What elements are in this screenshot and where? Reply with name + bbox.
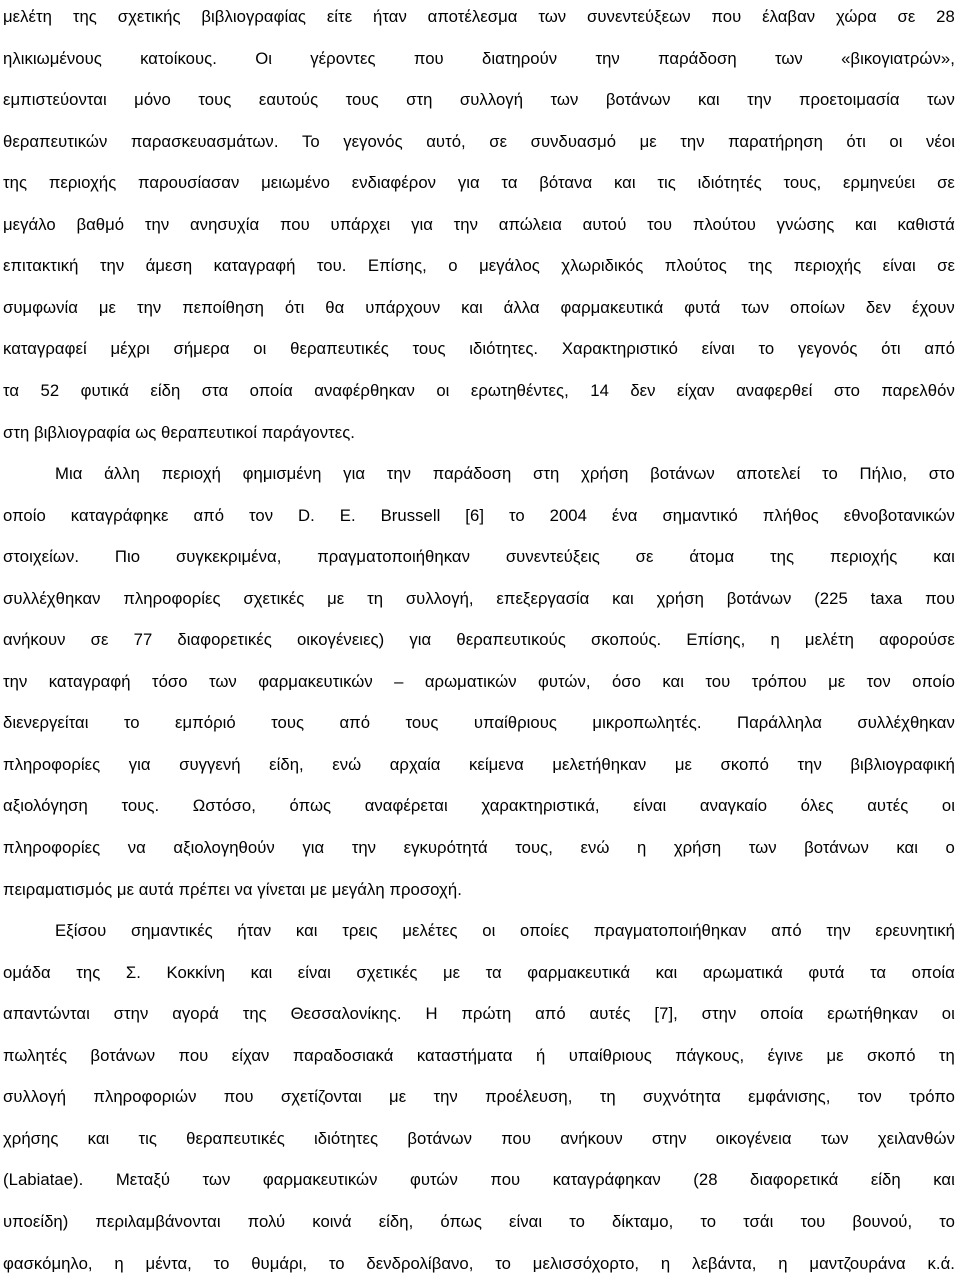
text-line: συλλογή πληροφοριών που σχετίζονται με την προέλευση, τη συχνότητα εμφάνισης, τον τρόπο	[3, 1087, 955, 1107]
text-line: μελέτη της σχετικής βιβλιογραφίας είτε ήταν αποτέλεσμα των συνεντεύξεων που έλαβαν χώρα σε 28	[3, 7, 955, 26]
text-line: στη βιβλιογραφία ως θεραπευτικοί παράγοντες.	[3, 422, 355, 442]
text-line: πληροφορίες για συγγενή είδη, ενώ αρχαία κείμενα μελετήθηκαν με σκοπό την βιβλιογραφική	[3, 754, 955, 774]
text-line: συλλέχθηκαν πληροφορίες σχετικές με τη συλλογή, επεξεργασία και χρήση βοτάνων (225 taxa που	[3, 588, 955, 608]
text-line: εμπιστεύονται μόνο τους εαυτούς τους στη συλλογή των βοτάνων και την προετοιμασία των	[3, 90, 955, 110]
text-line: ομάδα της Σ. Κοκκίνη και είναι σχετικές με τα φαρμακευτικά και αρωματικά φυτά τα οποία	[3, 962, 955, 982]
text-line: ανήκουν σε 77 διαφορετικές οικογένειες) για θεραπευτικούς σκοπούς. Επίσης, η μελέτη αφορούσε	[3, 630, 955, 650]
text-line: οποίο καταγράφηκε από τον D. E. Brussell [6] το 2004 ένα σημαντικό πλήθος εθνοβοτανικών	[3, 505, 955, 525]
text-line: (Labiatae). Μεταξύ των φαρμακευτικών φυτών που καταγράφηκαν (28 διαφορετικά είδη και	[3, 1170, 955, 1190]
text-line: θεραπευτικών παρασκευασμάτων. Το γεγονός αυτό, σε συνδυασμό με την παρατήρηση ότι οι νέοι	[3, 131, 955, 151]
text-line: απαντώνται στην αγορά της Θεσσαλονίκης. Η πρώτη από αυτές [7], στην οποία ερωτήθηκαν οι	[3, 1004, 955, 1024]
text-line: την καταγραφή τόσο των φαρμακευτικών – αρωματικών φυτών, όσο και του τρόπου με τον οποίο	[3, 671, 955, 691]
text-line: φασκόμηλο, η μέντα, το θυμάρι, το δενδρολίβανο, το μελισσόχορτο, η λεβάντα, η μαντζουράνα κ.ά.	[3, 1253, 955, 1273]
text-line: Μια άλλη περιοχή φημισμένη για την παράδοση στη χρήση βοτάνων αποτελεί το Πήλιο, στο	[55, 464, 955, 484]
text-line: Εξίσου σημαντικές ήταν και τρεις μελέτες οι οποίες πραγματοποιήθηκαν από την ερευνητική	[55, 921, 955, 941]
text-line: πληροφορίες να αξιολογηθούν για την εγκυρότητά τους, ενώ η χρήση των βοτάνων και ο	[3, 838, 955, 857]
text-line: της περιοχής παρουσίασαν μειωμένο ενδιαφέρον για τα βότανα και τις ιδιότητές τους, ερμηνεύει σε	[3, 173, 955, 193]
text-line: στοιχείων. Πιο συγκεκριμένα, πραγματοποιήθηκαν συνεντεύξεις σε άτομα της περιοχής και	[3, 547, 955, 567]
text-line: ηλικιωμένους κατοίκους. Οι γέροντες που διατηρούν την παράδοση των «βικογιατρών»,	[3, 48, 955, 68]
text-line: διενεργείται το εμπόριό τους από τους υπαίθριους μικροπωλητές. Παράλληλα συλλέχθηκαν	[3, 713, 955, 733]
text-line: πωλητές βοτάνων που είχαν παραδοσιακά καταστήματα ή υπαίθριους πάγκους, έγινε με σκοπό τη	[3, 1045, 955, 1065]
text-line: πειραματισμός με αυτά πρέπει να γίνεται με μεγάλη προσοχή.	[3, 879, 462, 899]
text-line: καταγραφεί μέχρι σήμερα οι θεραπευτικές τους ιδιότητες. Χαρακτηριστικό είναι το γεγονός ότι από	[3, 339, 955, 359]
text-line: τα 52 φυτικά είδη στα οποία αναφέρθηκαν οι ερωτηθέντες, 14 δεν είχαν αναφερθεί στο παρελθόν	[3, 380, 955, 400]
text-line: αξιολόγηση τους. Ωστόσο, όπως αναφέρεται χαρακτηριστικά, είναι αναγκαίο όλες αυτές οι	[3, 796, 955, 816]
text-line: μεγάλο βαθμό την ανησυχία που υπάρχει για την απώλεια αυτού του πλούτου γνώσης και καθιστά	[3, 214, 955, 234]
text-line: χρήσης και τις θεραπευτικές ιδιότητες βοτάνων που ανήκουν στην οικογένεια των χειλανθών	[3, 1128, 955, 1148]
text-line: συμφωνία με την πεποίθηση ότι θα υπάρχουν και άλλα φαρμακευτικά φυτά των οποίων δεν έχουν	[3, 297, 955, 317]
text-line: επιτακτική την άμεση καταγραφή του. Επίσης, ο μεγάλος χλωριδικός πλούτος της περιοχής είναι σε	[3, 256, 955, 276]
text-line: υποείδη) περιλαμβάνονται πολύ κοινά είδη, όπως είναι το δίκταμο, το τσάι του βουνού, το	[3, 1211, 955, 1231]
